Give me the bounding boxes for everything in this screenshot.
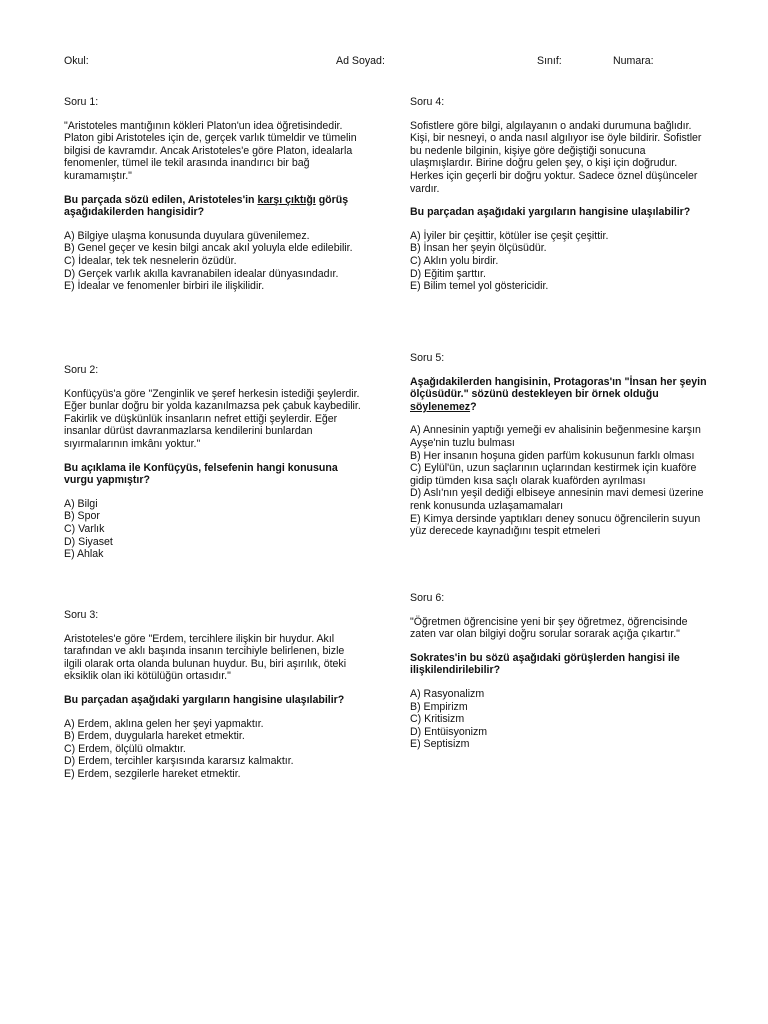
- question-prompt: Bu açıklama ile Konfüçyüs, felsefenin hangi konusuna vurgu yapmıştır?: [64, 461, 338, 487]
- number-label: Numara:: [613, 55, 654, 67]
- question-title: Soru 4:: [410, 96, 445, 108]
- question-prompt: Bu parçadan aşağıdaki yargıların hangisine ulaşılabilir?: [410, 206, 691, 219]
- question-text: "Aristoteles mantığının kökleri Platon'un idea öğretisindedir. Platon gibi Aristoteles için de, gerçek varlık tümeldir ve tümelin bilgisi de kavramdır. Ancak Aristoteles'e göre Platon, idealarla fenomenler, tümel ile tekil arasında inandırıcı bir bağ kuramamıştır.": [64, 119, 357, 182]
- option-b[interactable]: B) Genel geçer ve kesin bilgi ancak akıl yoluyla elde edilebilir.: [64, 242, 353, 255]
- option-e[interactable]: E) Bilim temel yol göstericidir.: [410, 280, 549, 293]
- option-e[interactable]: E) Kimya dersinde yaptıkları deney sonucu öğrencilerin suyun yüz derecede kaynadığını tespit etmeleri: [410, 512, 701, 538]
- options-list: [410, 230, 710, 293]
- underlined-phrase: söylenemez: [410, 400, 471, 413]
- question-title: Soru 5:: [410, 352, 445, 364]
- option-a[interactable]: A) Bilgiye ulaşma konusunda duyulara güvenilemez.: [64, 229, 310, 242]
- options-list: [64, 718, 364, 781]
- option-b[interactable]: B) Erdem, duygularla hareket etmektir.: [64, 730, 245, 743]
- question-title: Soru 6:: [410, 592, 445, 604]
- option-b[interactable]: B) Spor: [64, 510, 100, 523]
- option-d[interactable]: D) Eğitim şarttır.: [410, 267, 486, 280]
- question-6: [410, 592, 710, 751]
- question-text: Konfüçyüs'a göre "Zenginlik ve şeref herkesin istediği şeylerdir. Eğer bunlar doğru bir yolda kazanılmazsa pek çabuk kaybedilir. Fakirlik ve düşkünlük insanların nefret ettiği şeylerdir. Eğer insanlar dürüst davranmazlarsa kendilerini bunlardan sıyırmalarının imkânı yoktur.": [64, 387, 361, 450]
- question-text: Aristoteles'e göre "Erdem, tercihlere ilişkin bir huydur. Akıl tarafından ve aklı başında insanın tercihiyle belirlenen, bizle ilgili olarak orta olanda bulunan huydur. Bu, biri aşırılık, öteki eksiklik olan iki kötülüğün ortasıdır.": [64, 632, 347, 683]
- class-label: Sınıf:: [537, 55, 562, 67]
- option-a[interactable]: A) İyiler bir çeşittir, kötüler ise çeşit çeşittir.: [410, 229, 609, 242]
- option-a[interactable]: A) Erdem, aklına gelen her şeyi yapmaktır.: [64, 717, 264, 730]
- option-d[interactable]: D) Siyaset: [64, 535, 113, 548]
- question-text: Sofistlere göre bilgi, algılayanın o andaki durumuna bağlıdır. Kişi, bir nesneyi, o anda nasıl algılıyor ise öyle bildirir. Sofistler bu nedenle bilginin, kişiye göre değiştiği sonucuna ulaşmışlardır. Birine doğru gelen şey, o kişi için doğrudur. Herkes için geçerli bir doğru yoktur. Sadece öznel düşünceler vardır.: [410, 119, 702, 195]
- underlined-phrase: karşı çıktığı: [257, 193, 316, 206]
- option-d[interactable]: D) Erdem, tercihler karşısında kararsız kalmaktır.: [64, 755, 294, 768]
- option-d[interactable]: D) Gerçek varlık akılla kavranabilen idealar dünyasındadır.: [64, 267, 339, 280]
- option-a[interactable]: A) Rasyonalizm: [410, 687, 485, 700]
- question-title: Soru 2:: [64, 364, 99, 376]
- question-prompt: Sokrates'in bu sözü aşağıdaki görüşlerden hangisi ile ilişkilendirilebilir?: [410, 651, 680, 677]
- options-list: [64, 230, 364, 293]
- question-3: [64, 609, 364, 781]
- question-prompt: Aşağıdakilerden hangisinin, Protagoras'ın "İnsan her şeyin ölçüsüdür." sözünü destekleyen bir örnek olduğu söylenemez?: [410, 375, 707, 413]
- question-2: [64, 364, 364, 561]
- option-b[interactable]: B) İnsan her şeyin ölçüsüdür.: [410, 242, 547, 255]
- question-prompt: Bu parçadan aşağıdaki yargıların hangisine ulaşılabilir?: [64, 693, 345, 706]
- option-e[interactable]: E) Erdem, sezgilerle hareket etmektir.: [64, 767, 241, 780]
- question-5: [410, 352, 710, 538]
- options-list: [410, 424, 710, 537]
- school-label: Okul:: [64, 55, 89, 67]
- option-b[interactable]: B) Her insanın hoşuna giden parfüm kokusunun farklı olması: [410, 449, 695, 462]
- option-c[interactable]: C) Aklın yolu birdir.: [410, 254, 499, 267]
- option-e[interactable]: E) Ahlak: [64, 548, 104, 561]
- question-1: [64, 96, 364, 293]
- option-e[interactable]: E) Septisizm: [410, 738, 470, 751]
- option-c[interactable]: C) Kritisizm: [410, 713, 465, 726]
- option-d[interactable]: D) Aslı'nın yeşil dediği elbiseye annesinin mavi demesi üzerine renk konusunda uzlaşamamaları: [410, 487, 704, 512]
- option-b[interactable]: B) Empirizm: [410, 700, 468, 713]
- option-a[interactable]: A) Annesinin yaptığı yemeği ev ahalisinin beğenmesine karşın Ayşe'nin tuzlu bulması: [410, 424, 701, 449]
- option-c[interactable]: C) Erdem, ölçülü olmaktır.: [64, 742, 186, 755]
- option-d[interactable]: D) Entüisyonizm: [410, 725, 488, 738]
- option-c[interactable]: C) Varlık: [64, 522, 105, 535]
- question-title: Soru 1:: [64, 96, 99, 108]
- option-c[interactable]: C) İdealar, tek tek nesnelerin özüdür.: [64, 254, 237, 267]
- question-4: [410, 96, 710, 293]
- option-c[interactable]: C) Eylül'ün, uzun saçlarının uçlarından kestirmek için kuaföre gidip tümden kısa saçlı olarak kuaförden ayrılması: [410, 462, 697, 487]
- options-list: [410, 688, 710, 751]
- question-text: "Öğretmen öğrencisine yeni bir şey öğretmez, öğrencisinde zaten var olan bilgiyi doğru sorular sorarak açığa çıkartır.": [410, 615, 688, 641]
- name-label: Ad Soyad:: [336, 55, 385, 67]
- option-a[interactable]: A) Bilgi: [64, 497, 98, 510]
- option-e[interactable]: E) İdealar ve fenomenler birbiri ile ilişkilidir.: [64, 280, 265, 293]
- options-list: [64, 498, 364, 561]
- question-prompt: Bu parçada sözü edilen, Aristoteles'in karşı çıktığı görüş aşağıdakilerden hangisidir?: [64, 193, 349, 219]
- question-title: Soru 3:: [64, 609, 99, 621]
